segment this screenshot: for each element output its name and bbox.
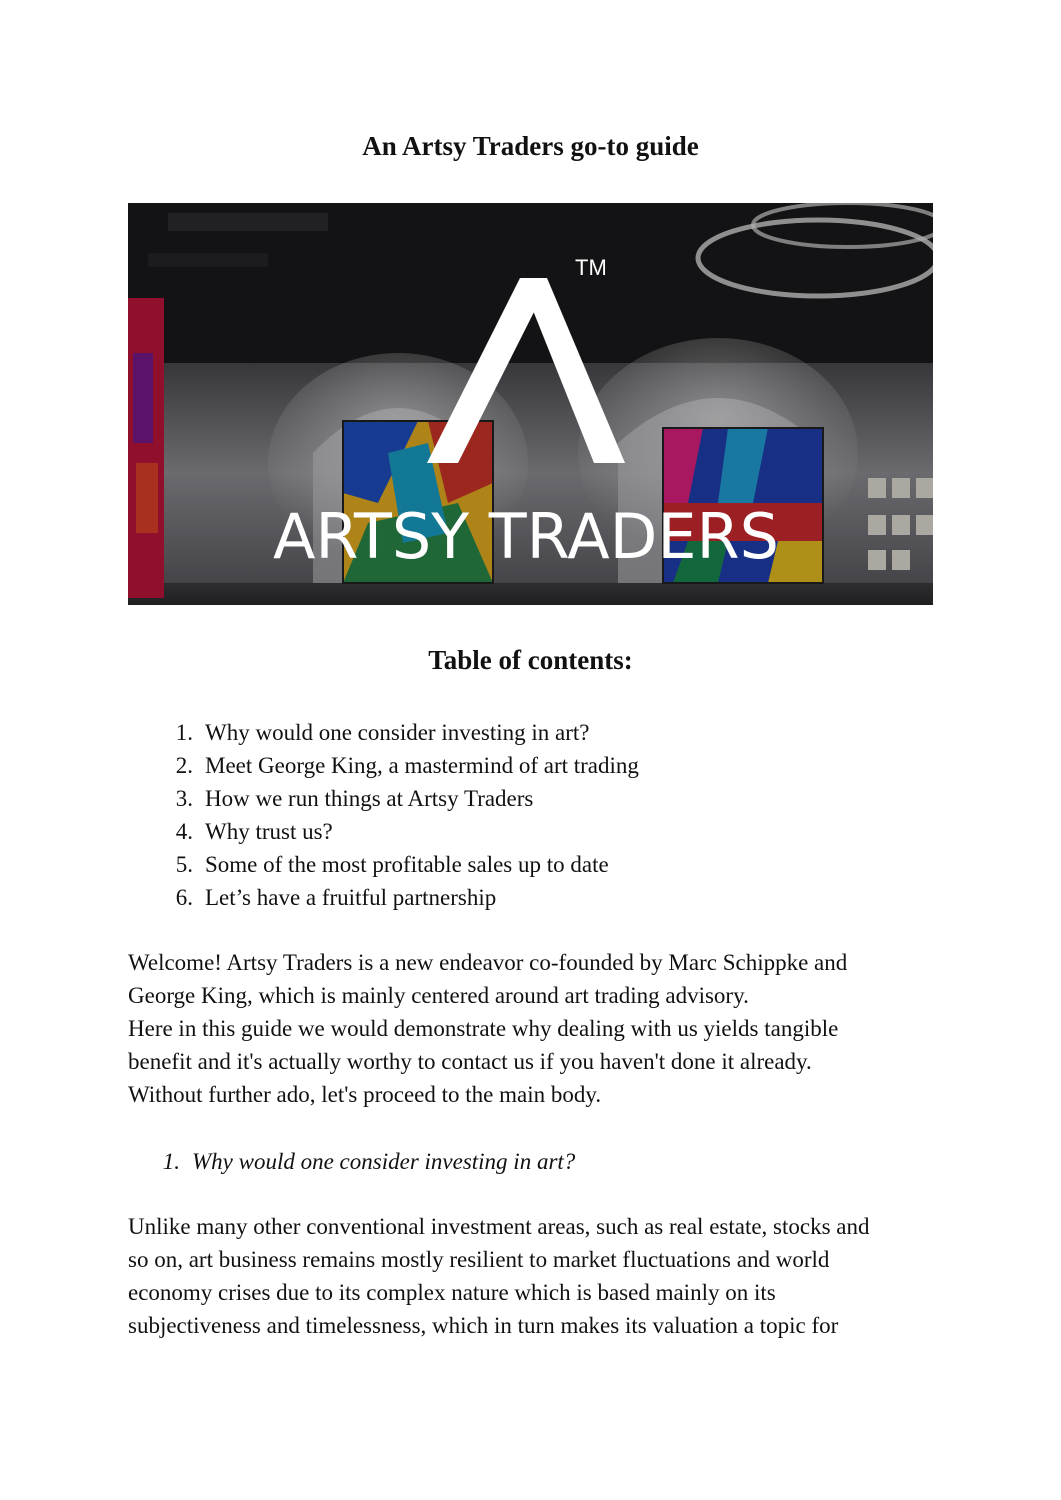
gallery-photo: [128, 203, 933, 605]
trademark-symbol: TM: [575, 255, 607, 280]
artsy-traders-banner-image: [128, 203, 933, 605]
toc-item: [128, 815, 933, 848]
logo-wordmark: ARTSY TRADERS: [273, 500, 779, 573]
section-title: Why would one consider investing in art?: [192, 1149, 576, 1174]
toc-item-number: 3.: [175, 786, 193, 811]
toc-item: [128, 881, 933, 914]
paragraph-line: George King, which is mainly centered around art trading advisory.: [128, 983, 749, 1008]
toc-heading: Table of contents:: [428, 645, 633, 675]
toc-item-text: Some of the most profitable sales up to date: [205, 852, 609, 877]
paragraph-line: Without further ado, let's proceed to the main body.: [128, 1082, 602, 1107]
intro-paragraph: [128, 946, 938, 1111]
section-1-heading: [128, 1145, 933, 1178]
toc-item: [128, 716, 933, 749]
toc-item-text: Meet George King, a mastermind of art trading: [205, 753, 639, 778]
paragraph-line: Unlike many other conventional investment areas, such as real estate, stocks and: [128, 1214, 870, 1239]
toc-item-number: 4.: [175, 819, 193, 844]
toc-item-number: 6.: [175, 885, 193, 910]
toc-item-text: Why would one consider investing in art?: [205, 720, 590, 745]
paragraph-line: so on, art business remains mostly resilient to market fluctuations and world: [128, 1247, 830, 1272]
toc-item: [128, 782, 933, 815]
toc-item-number: 5.: [175, 852, 193, 877]
toc-item-text: Let’s have a fruitful partnership: [205, 885, 497, 910]
toc-item: [128, 848, 933, 881]
toc-item-text: How we run things at Artsy Traders: [205, 786, 534, 811]
toc-item-number: 2.: [175, 753, 193, 778]
toc-item-number: 1.: [175, 720, 193, 745]
paragraph-line: Welcome! Artsy Traders is a new endeavor co-founded by Marc Schippke and: [128, 950, 848, 975]
section-1-body: [128, 1210, 938, 1342]
paragraph-line: economy crises due to its complex nature which is based mainly on its: [128, 1280, 776, 1305]
section-number: 1.: [162, 1149, 180, 1174]
toc-item-text: Why trust us?: [205, 819, 333, 844]
document-title: An Artsy Traders go-to guide: [362, 131, 699, 161]
table-of-contents: [128, 716, 933, 914]
toc-item: [128, 749, 933, 782]
paragraph-line: subjectiveness and timelessness, which in turn makes its valuation a topic for: [128, 1313, 839, 1338]
paragraph-line: benefit and it's actually worthy to contact us if you haven't done it already.: [128, 1049, 812, 1074]
paragraph-line: Here in this guide we would demonstrate why dealing with us yields tangible: [128, 1016, 839, 1041]
